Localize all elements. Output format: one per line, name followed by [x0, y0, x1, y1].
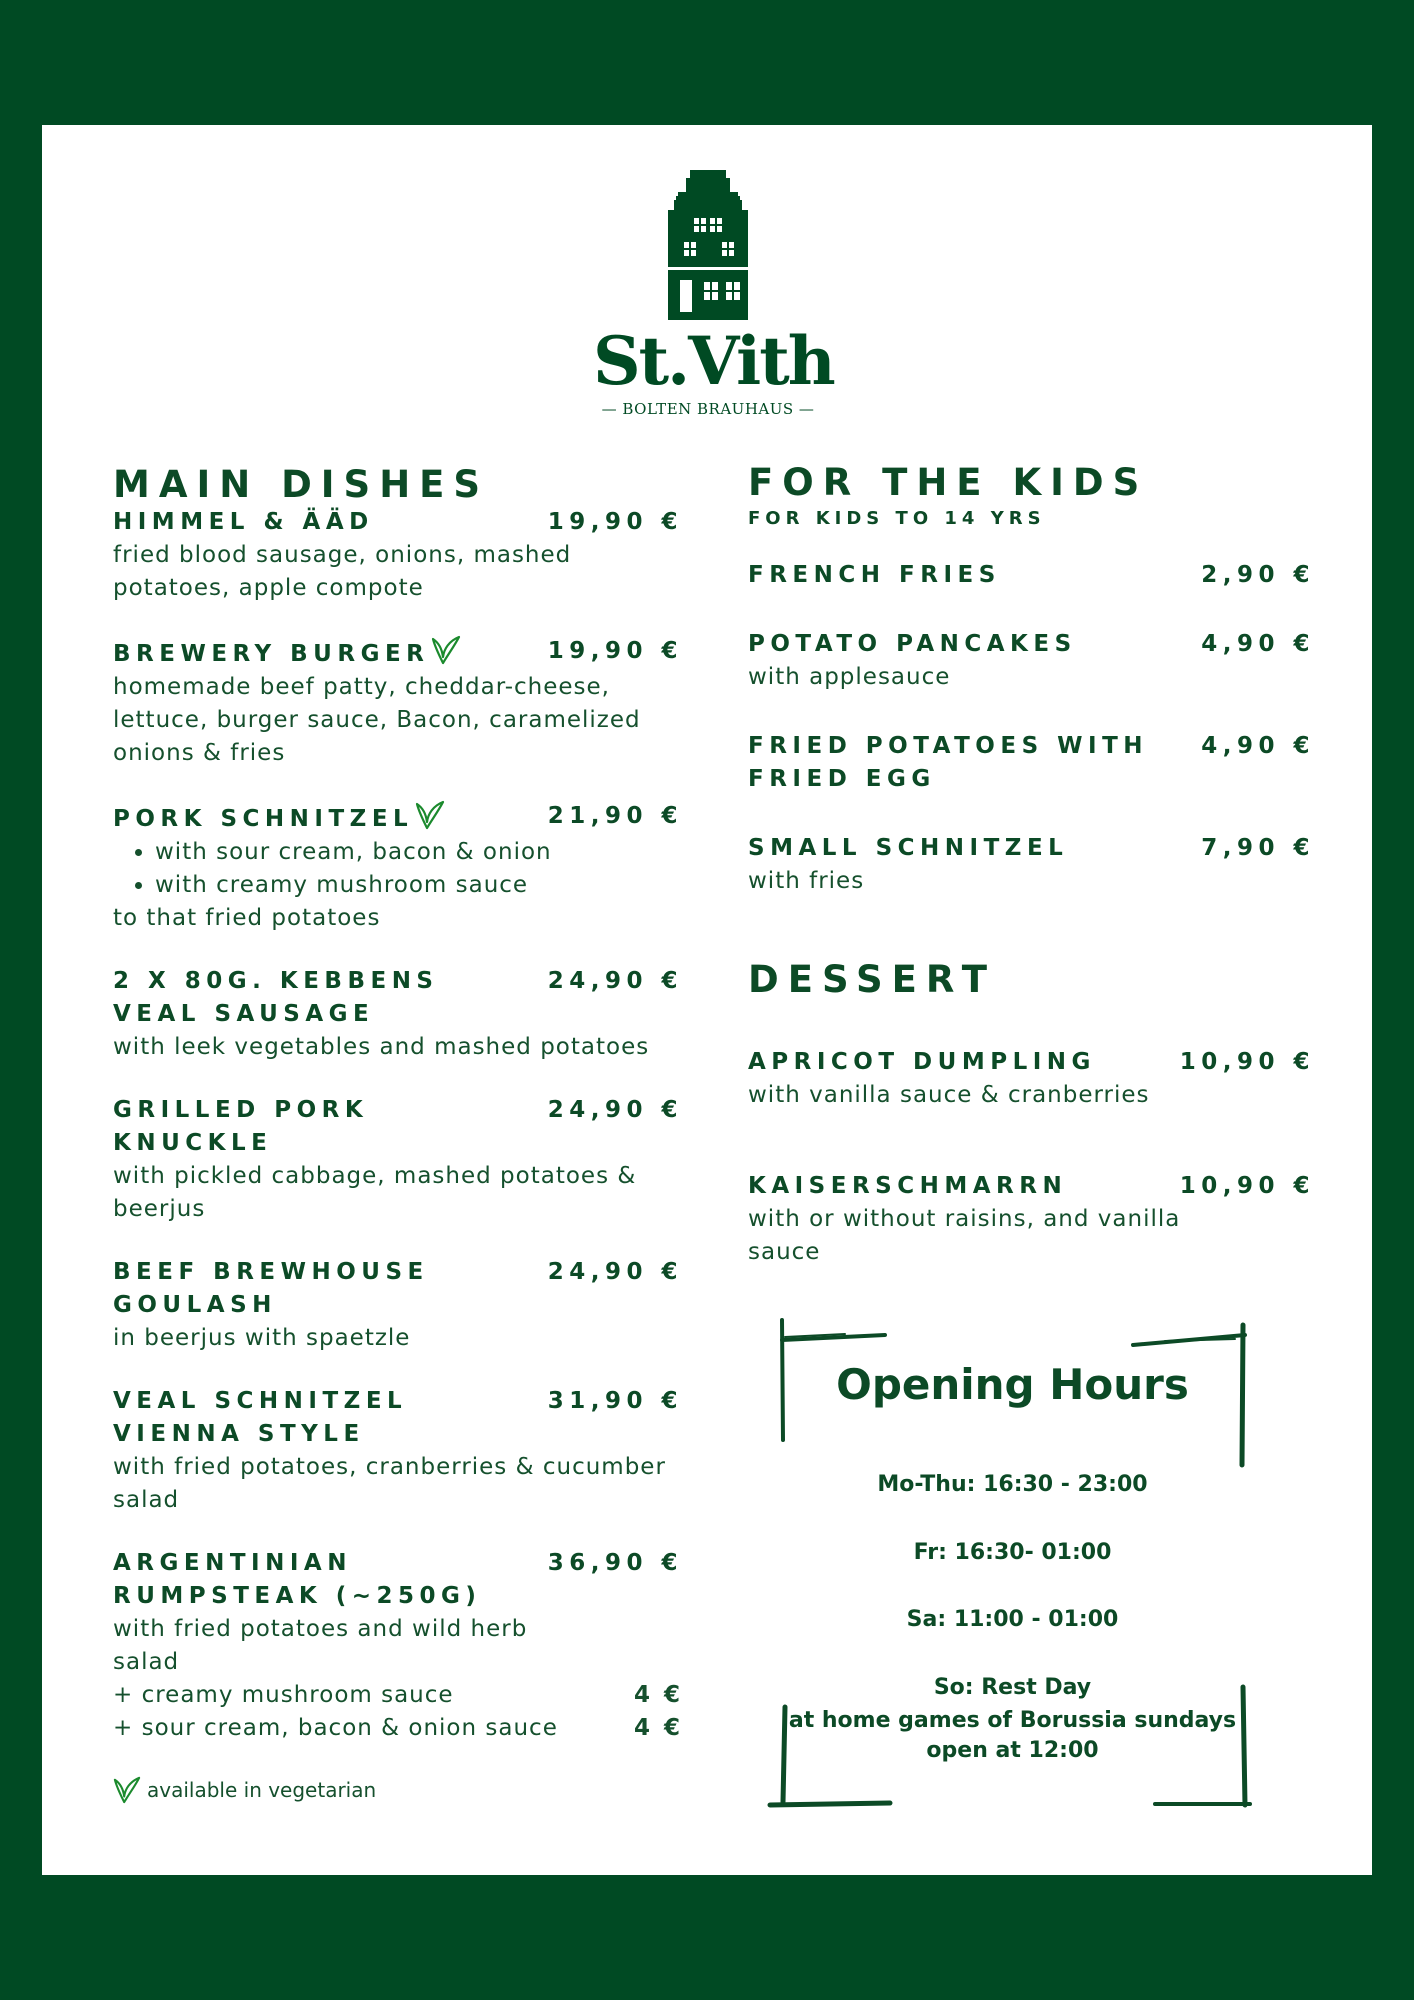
menu-item	[748, 832, 1315, 898]
item-options	[113, 836, 683, 902]
menu-item	[748, 730, 1315, 796]
brand-logo	[593, 170, 834, 418]
list-item: • with sour cream, bacon & onion	[155, 836, 683, 869]
item-price: 2,90 €	[1201, 561, 1315, 588]
item-price: 31,90 €	[547, 1387, 683, 1414]
menu-item	[113, 965, 683, 1064]
menu-item	[113, 506, 683, 605]
item-name: VEAL SCHNITZEL VIENNA STYLE	[113, 1387, 408, 1447]
item-description: with or without raisins, and vanilla sauce	[748, 1206, 1181, 1266]
item-description: with applesauce	[748, 663, 951, 690]
item-name: FRIED POTATOES WITH FRIED EGG	[748, 732, 1149, 792]
item-name: HIMMEL & ÄÄD	[113, 508, 374, 535]
menu-item	[113, 1094, 683, 1226]
item-name: 2 X 80G. KEBBENS VEAL SAUSAGE	[113, 967, 439, 1027]
hours-line: So: Rest Day	[933, 1675, 1092, 1700]
menu-item	[113, 1385, 683, 1517]
item-price: 4,90 €	[1201, 630, 1315, 657]
main-dishes-section	[113, 465, 683, 1805]
dessert-title: DESSERT	[748, 957, 996, 1001]
item-price: 24,90 €	[547, 1258, 683, 1285]
item-description: with fried potatoes, cranberries & cucumber salad	[113, 1453, 666, 1513]
kids-title: FOR THE KIDS	[748, 461, 1149, 504]
item-name: FRENCH FRIES	[748, 561, 1001, 588]
list-item: • with creamy mushroom sauce	[155, 869, 683, 902]
item-price: 19,90 €	[547, 508, 683, 535]
item-extra	[113, 1679, 683, 1712]
item-name: SMALL SCHNITZEL	[748, 834, 1069, 861]
menu-item	[113, 800, 683, 935]
hours-line: Sa: 11:00 - 01:00	[906, 1607, 1119, 1632]
vegetarian-note-text: available in vegetarian	[147, 1777, 377, 1802]
item-price: 21,90 €	[547, 802, 683, 829]
leaf-icon	[415, 800, 445, 830]
item-name: BREWERY BURGER	[113, 640, 430, 667]
extra-label: + creamy mushroom sauce	[113, 1681, 454, 1708]
item-description: with pickled cabbage, mashed potatoes & beerjus	[113, 1162, 637, 1222]
menu-item	[748, 628, 1315, 694]
opening-hours-title: Opening Hours	[836, 1360, 1189, 1409]
brand-name: St.Vith	[593, 322, 834, 400]
item-price: 7,90 €	[1201, 834, 1315, 861]
item-price: 24,90 €	[547, 967, 683, 994]
hours-line: Fr: 16:30- 01:00	[913, 1540, 1112, 1565]
menu-item	[748, 1046, 1315, 1112]
menu-item	[748, 559, 1315, 592]
leaf-icon	[431, 635, 461, 665]
brand-subtitle: — BOLTEN BRAUHAUS —	[601, 400, 815, 418]
hours-line: at home games of Borussia sundays	[788, 1708, 1237, 1733]
item-name: KAISERSCHMARRN	[748, 1173, 1068, 1200]
brauhaus-building-icon	[666, 170, 750, 320]
item-description: with fried potatoes and wild herb salad	[113, 1615, 528, 1675]
item-name: ARGENTINIAN RUMPSTEAK (~250G)	[113, 1549, 482, 1609]
item-price: 10,90 €	[1179, 1173, 1315, 1200]
item-price: 19,90 €	[547, 637, 683, 664]
extra-label: + sour cream, bacon & onion sauce	[113, 1714, 558, 1741]
item-price: 24,90 €	[547, 1096, 683, 1123]
hours-line: open at 12:00	[926, 1738, 1099, 1763]
leaf-icon	[113, 1775, 141, 1805]
item-price: 10,90 €	[1179, 1049, 1315, 1076]
item-name: POTATO PANCAKES	[748, 630, 1077, 657]
item-description: to that fried potatoes	[113, 904, 381, 931]
item-price: 4,90 €	[1201, 732, 1315, 759]
item-description: with leek vegetables and mashed potatoes	[113, 1033, 650, 1060]
menu-item	[748, 1170, 1315, 1269]
item-name: APRICOT DUMPLING	[748, 1049, 1096, 1076]
item-name: GRILLED PORK KNUCKLE	[113, 1096, 369, 1156]
kids-subtitle: FOR KIDS TO 14 YRS	[748, 507, 1046, 529]
item-description: in beerjus with spaetzle	[113, 1324, 411, 1351]
item-description: with vanilla sauce & cranberries	[748, 1082, 1150, 1109]
menu-item	[113, 1256, 683, 1355]
vegetarian-note	[113, 1775, 683, 1805]
item-description: fried blood sausage, onions, mashed potatoes, apple compote	[113, 541, 572, 601]
item-name: BEEF BREWHOUSE GOULASH	[113, 1258, 429, 1318]
item-description: with fries	[748, 867, 865, 894]
menu-item	[113, 635, 683, 770]
kids-section	[748, 463, 1315, 1269]
opening-hours-box	[765, 1315, 1260, 1810]
item-description: homemade beef patty, cheddar-cheese, lettuce, burger sauce, Bacon, caramelized onions & fries	[113, 673, 641, 766]
menu-item	[113, 1547, 683, 1745]
item-price: 36,90 €	[547, 1549, 683, 1576]
item-extra	[113, 1712, 683, 1745]
item-name: PORK SCHNITZEL	[113, 805, 414, 832]
extra-price: 4 €	[633, 1681, 683, 1708]
extra-price: 4 €	[633, 1714, 683, 1741]
main-dishes-title: MAIN DISHES	[113, 463, 490, 506]
hours-line: Mo-Thu: 16:30 - 23:00	[877, 1472, 1148, 1497]
